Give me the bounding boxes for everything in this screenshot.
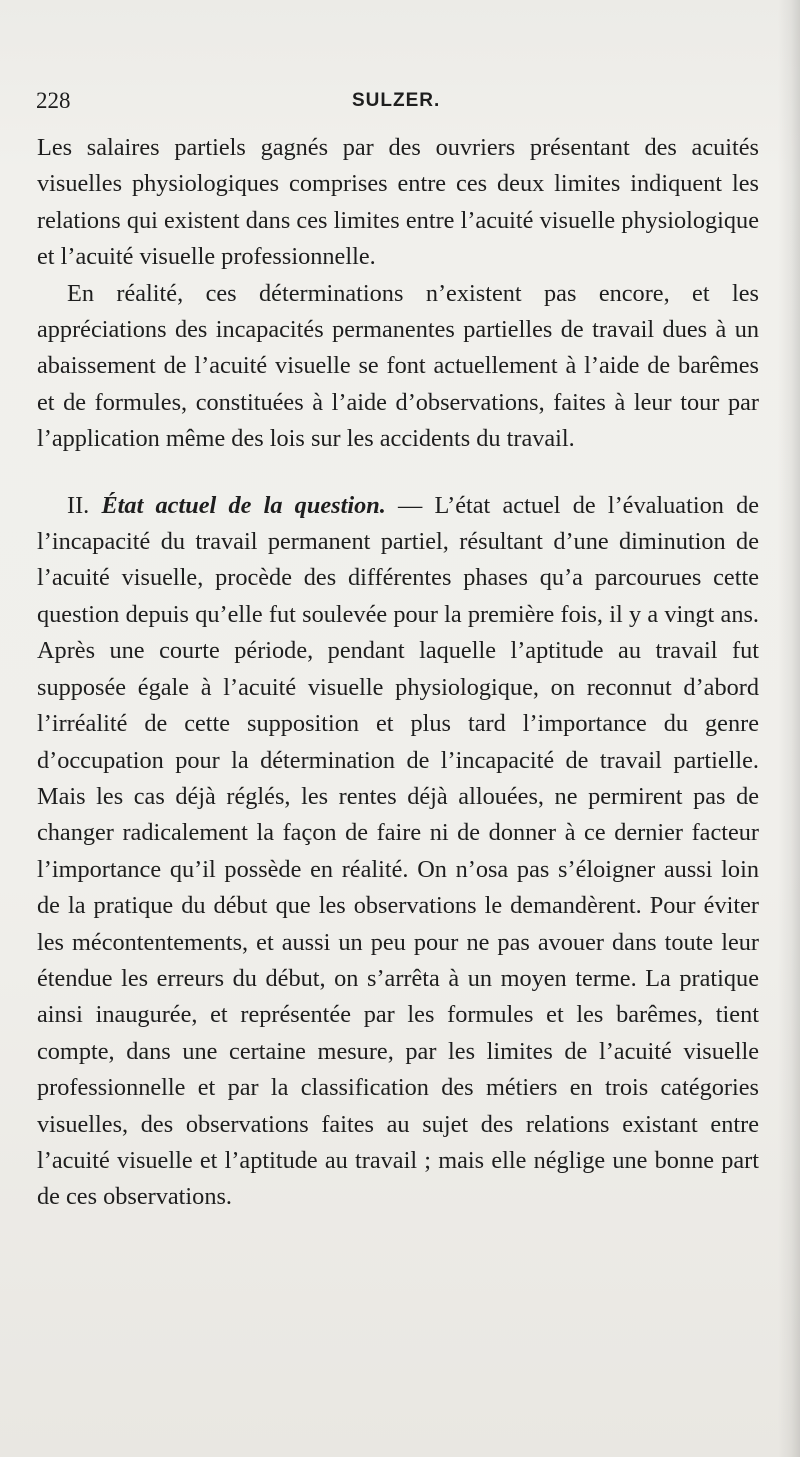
running-head bbox=[36, 86, 462, 116]
running-title: SULZER. bbox=[352, 90, 441, 111]
section-paragraph bbox=[37, 488, 759, 1216]
paragraph-1: Les salaires partiels gagnés par des ouvriers présentant des acuités visuelles physiologiques comprises entre ces deux limites indiquent les relations qui existent dans ces limites entre l’acuité visuelle physiologique et l’acuité visuelle professionnelle. bbox=[37, 134, 759, 271]
section-heading: État actuel de la question. bbox=[101, 491, 386, 519]
body-text bbox=[37, 130, 759, 1216]
section-text: L’état actuel de l’évaluation de l’incapacité du travail permanent partiel, résultant d’une diminution de l’acuité visuelle, procède des différentes phases qu’a parcourues cette question depuis qu’elle fut soulevée pour la première fois, il y a vingt ans. Après une courte période, pendant laquelle l’aptitude au travail fut supposée égale à l’acuité visuelle physiologique, on reconnut d’abord l’irréalité de cette supposition et plus tard l’importance du genre d’occupation pour la détermination de l’incapacité de travail partielle. Mais les cas déjà réglés, les rentes déjà allouées, ne permirent pas de changer radicalement la façon de faire ni de donner à ce dernier facteur l’importance qu’il possède en réalité. On n’osa pas s’éloigner aussi loin de la pratique du début que les observations le demandèrent. Pour éviter les mécontentements, et aussi un peu pour ne pas avouer dans toute leur étendue les erreurs du début, on s’arrêta à un moyen terme. La pratique ainsi inaugurée, et représentée par les formules et les barêmes, tient compte, dans une certaine mesure, par les limites de l’acuité visuelle professionnelle et par la classification des métiers en trois catégories visuelles, des observations faites au sujet des relations existant entre l’acuité visuelle et l’aptitude au travail ; mais elle néglige une bonne part de ces observations. bbox=[37, 491, 759, 1211]
page-number: 228 bbox=[36, 88, 71, 113]
paragraph-2: En réalité, ces déterminations n’existent pas encore, et les appréciations des incapacités permanentes partielles de travail dues à un abaissement de l’acuité visuelle se font actuellement à l’aide de barêmes et de formules, constituées à l’aide d’observations, faites à leur tour par l’application même des lois sur les accidents du travail. bbox=[37, 279, 759, 453]
section-number: II. bbox=[67, 491, 90, 519]
section-dash: — bbox=[398, 491, 423, 519]
